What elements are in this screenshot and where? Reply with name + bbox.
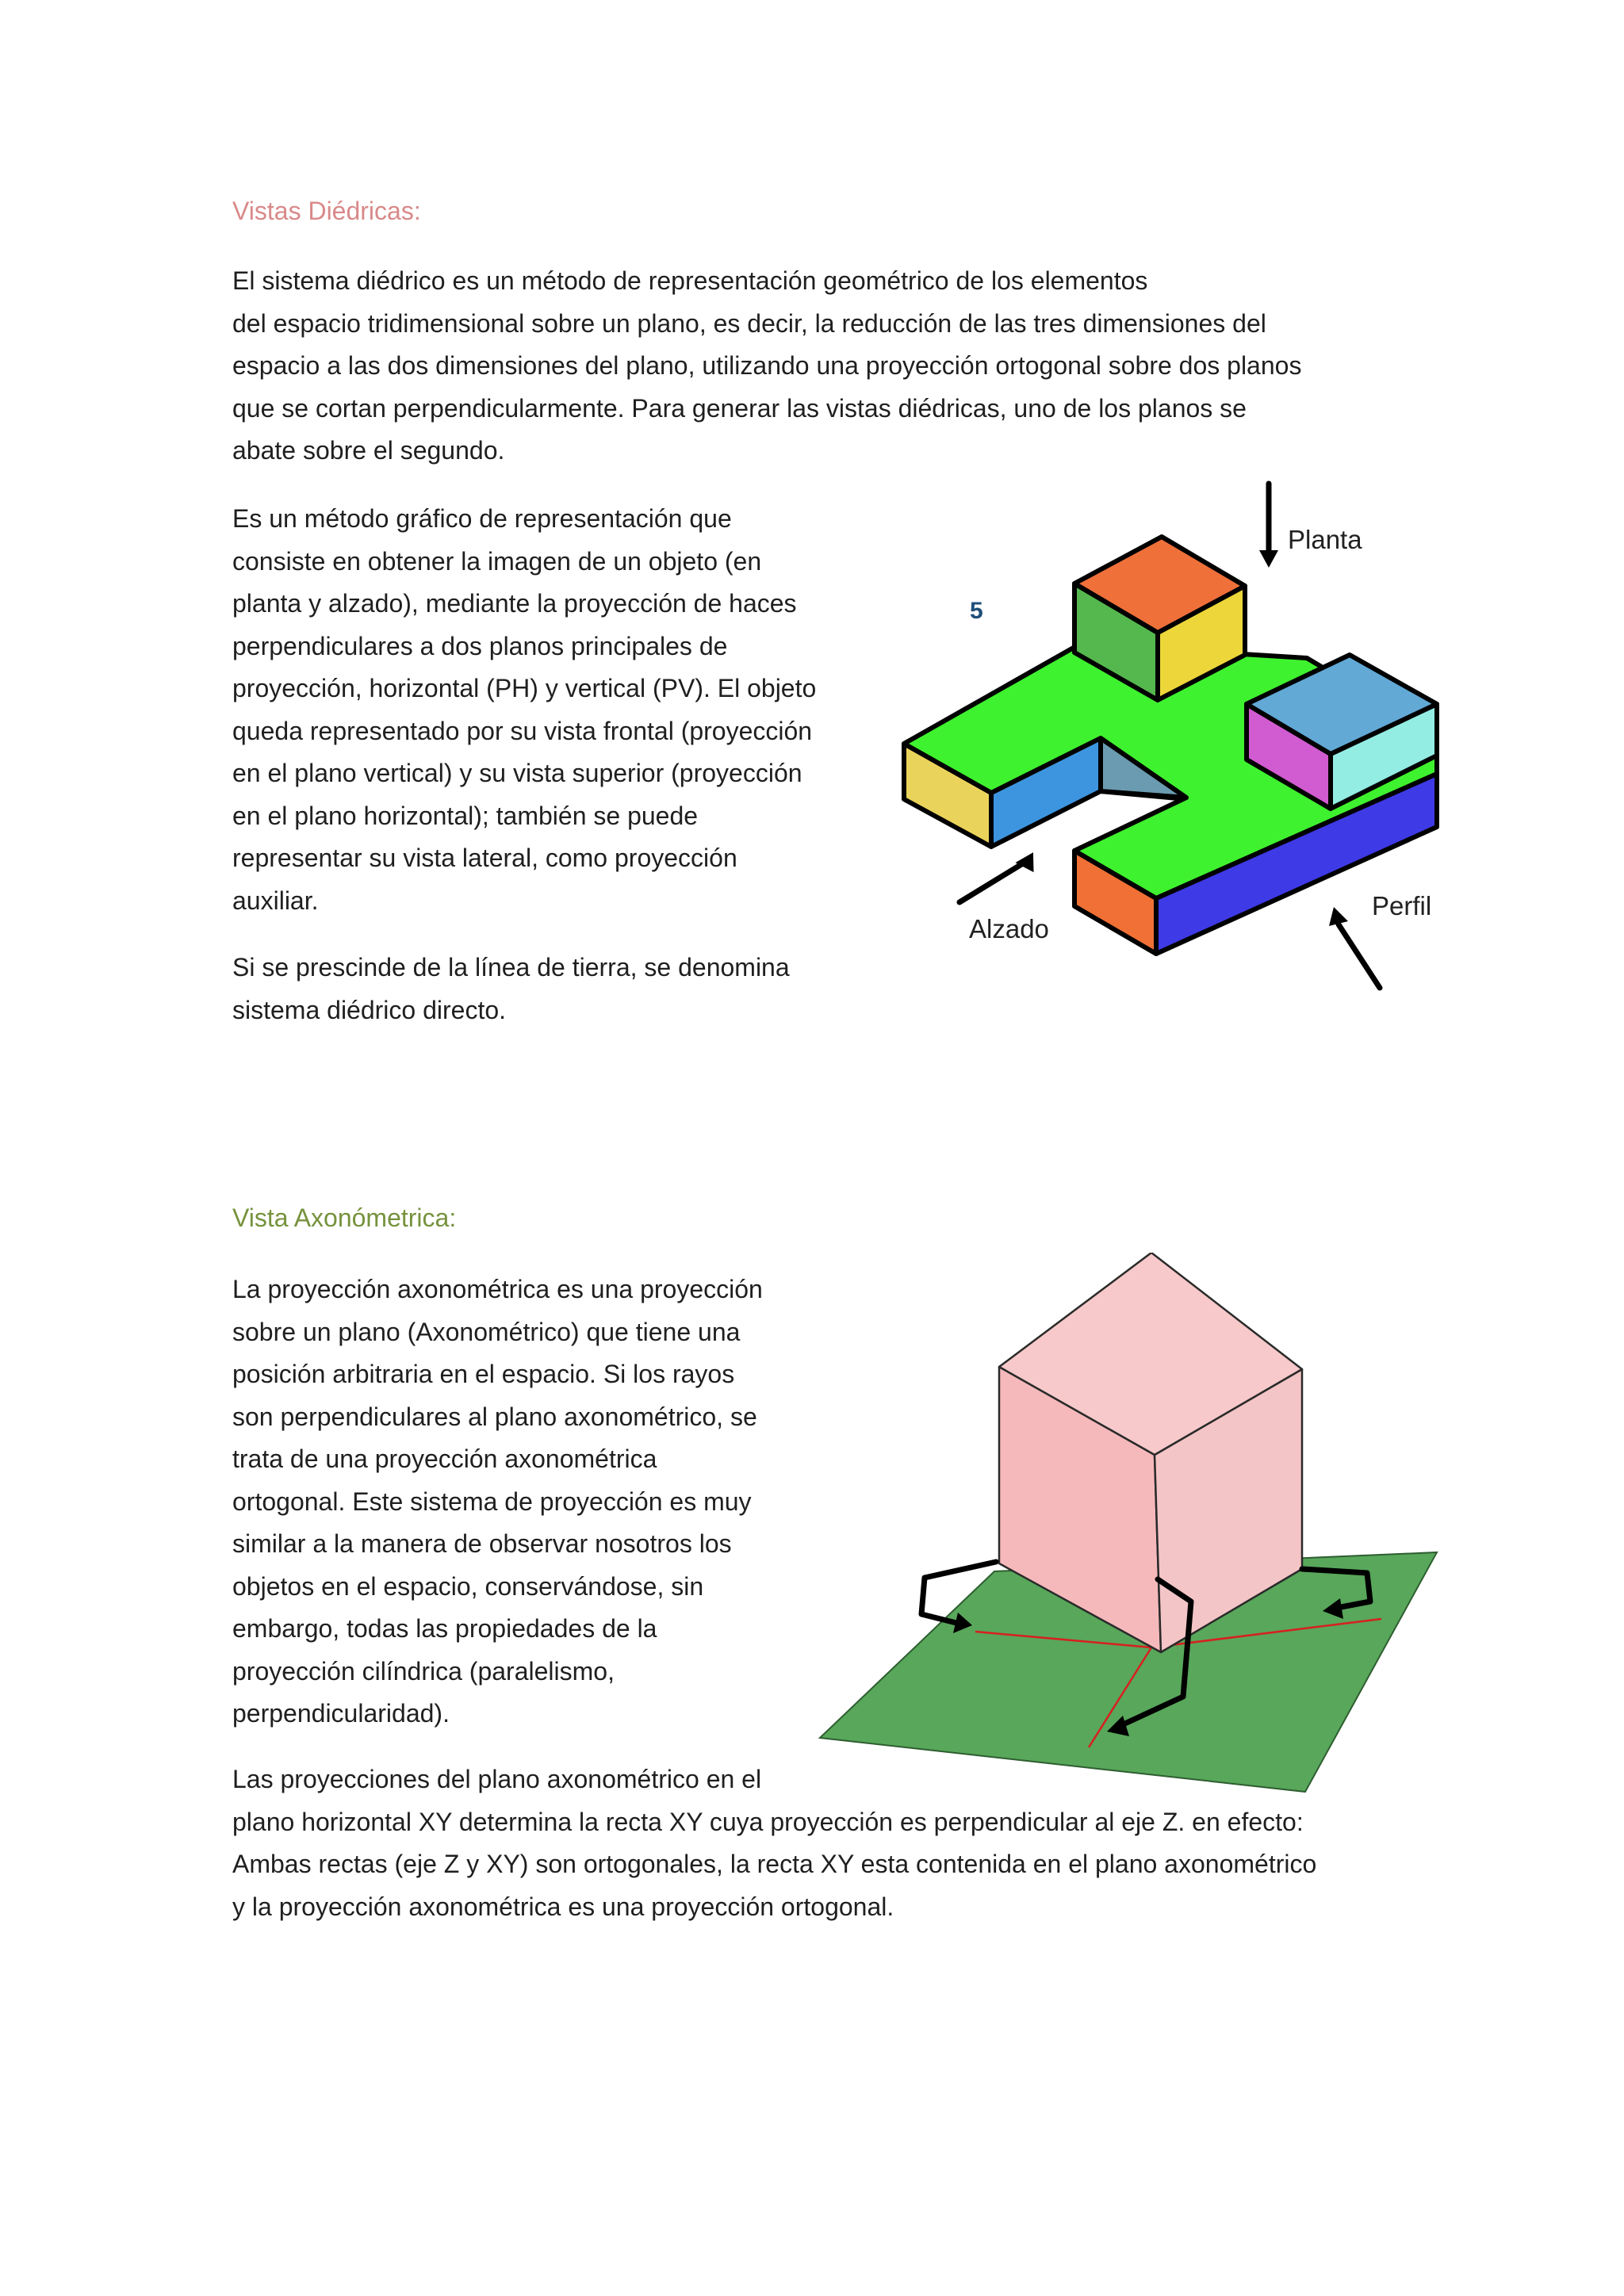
figure-number: 5 [970,598,983,624]
label-planta: Planta [1288,525,1362,554]
text-line: proyección, horizontal (PH) y vertical (PV). El objeto [232,674,817,702]
section-heading-vista-axonometrica: Vista Axonómetrica: [232,1203,457,1232]
text-line: Si se prescinde de la línea de tierra, se denomina [232,953,790,982]
text-line: son perpendiculares al plano axonométrico, se [232,1402,757,1431]
text-line: Ambas rectas (eje Z y XY) son ortogonales, la recta XY esta contenida en el plano axonométrico [232,1850,1317,1878]
paragraph-intro [232,260,1301,473]
label-alzado: Alzado [969,914,1049,943]
text-line: y la proyección axonométrica es una proyección ortogonal. [232,1892,894,1921]
text-line: sistema diédrico directo. [232,995,507,1024]
text-line: queda representado por su vista frontal (proyección [232,716,813,745]
text-line: del espacio tridimensional sobre un plano, es decir, la reducción de las tres dimensiones del [232,308,1266,338]
text-line: perpendicularidad). [232,1699,450,1728]
text-line: espacio a las dos dimensiones del plano, utilizando una proyección ortogonal sobre dos planos [232,351,1302,380]
arrow-perfil-head [1329,907,1348,926]
text-line: proyección cilíndrica (paralelismo, [232,1656,615,1686]
text-line: representar su vista lateral, como proyección [232,844,737,872]
paragraph-method [232,498,816,922]
text-line: embargo, todas las propiedades de la [232,1614,657,1643]
text-line: en el plano vertical) y su vista superior (proyección [232,759,802,787]
paragraph-direct-system [232,947,790,1031]
label-perfil: Perfil [1372,891,1432,920]
paragraph-axonometric [232,1269,763,1735]
text-line: plano horizontal XY determina la recta XY cuya proyección es perpendicular al eje Z. en efecto: [232,1807,1304,1836]
text-line: en el plano horizontal); también se puede [232,801,699,830]
arrow-perfil-shaft [1339,924,1380,988]
section-heading-vistas-diedricas: Vistas Diédricas: [232,197,421,225]
text-line: trata de una proyección axonométrica [232,1445,657,1473]
text-line: Las proyecciones del plano axonométrico en el [232,1765,762,1793]
axonometric-cube-figure [817,1253,1483,1800]
text-line: Es un método gráfico de representación que [232,504,732,533]
text-line: La proyección axonométrica es una proyección [232,1275,763,1303]
text-line: auxiliar. [232,886,319,915]
text-line: ortogonal. Este sistema de proyección es muy [232,1487,752,1516]
text-line: El sistema diédrico es un método de representación geométrico de los elementos [232,266,1148,295]
text-line: que se cortan perpendicularmente. Para generar las vistas diédricas, uno de los planos se [232,393,1247,423]
arrow-planta-head [1259,550,1278,568]
text-line: similar a la manera de observar nosotros los [232,1529,732,1558]
text-line: posición arbitraria en el espacio. Si los rayos [232,1360,735,1388]
arrow-alzado-shaft [959,861,1027,902]
text-line: perpendiculares a dos planos principales de [232,631,728,660]
text-line: planta y alzado), mediante la proyección de haces [232,589,797,618]
text-line: objetos en el espacio, conservándose, sin [232,1571,704,1601]
dihedral-views-figure [880,474,1451,997]
text-line: sobre un plano (Axonométrico) que tiene una [232,1317,741,1346]
text-line: abate sobre el segundo. [232,436,505,465]
text-line: consiste en obtener la imagen de un objeto (en [232,546,762,576]
